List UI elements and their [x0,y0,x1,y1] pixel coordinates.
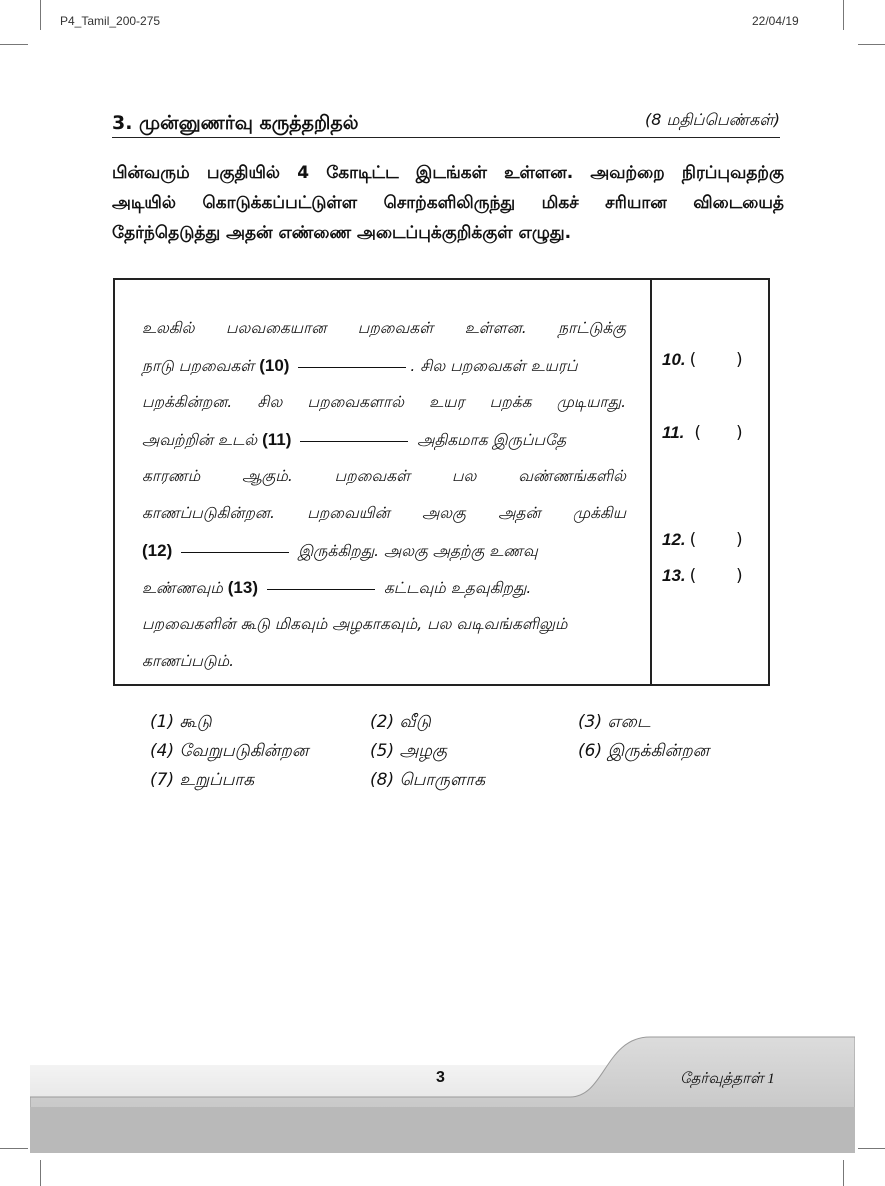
option-item: (8) பொருளாக [370,770,486,790]
section-header [112,108,780,140]
option-item: (1) கூடு [150,712,212,732]
answer-number: 11. [662,423,685,442]
footer-band [30,1035,855,1153]
answer-slot-11[interactable] [662,423,743,443]
option-item: (5) அழகு [370,741,448,761]
instruction-line: தேர்ந்தெடுத்து அதன் எண்ணை அடைப்புக்குறிக்குள் எழுது. [112,223,572,243]
section-title: 3. முன்னுணர்வு கருத்தறிதல் [112,112,359,134]
crop-mark [0,44,28,45]
passage-line: பறவைகளின் கூடு மிகவும் அழகாகவும், பல வடிவங்களிலும் [142,615,568,633]
passage-fragment: நாடு பறவைகள் [142,357,255,375]
option-item: (7) உறுப்பாக [150,770,255,790]
crop-mark [858,44,885,45]
passage-fragment: அதிகமாக இருப்பதே [417,431,567,449]
instructions [112,158,784,248]
passage-fragment: கட்டவும் உதவுகிறது. [383,579,532,597]
answer-close-paren: ) [736,530,743,550]
answer-open-paren: ( [694,423,702,443]
answer-number: 10. [662,350,686,369]
answer-slot-10[interactable] [662,350,743,370]
blank-number: (11) [262,430,292,449]
passage-line: பறக்கின்றன. சில பறவைகளால் உயர பறக்க முடியாது. [142,393,626,411]
answer-open-paren: ( [689,350,697,370]
answer-number: 13. [662,566,686,585]
print-date: 22/04/19 [752,14,799,28]
passage-text [142,310,626,680]
instruction-line: அடியில் கொடுக்கப்பட்டுள்ள சொற்களிலிருந்து மிகச் சரியான விடையைத் [112,193,784,213]
blank-line [300,440,408,442]
answer-close-paren: ) [736,423,743,443]
passage-line [142,569,626,606]
crop-mark [843,0,844,30]
crop-mark [40,1160,41,1186]
answer-column-divider [650,278,652,686]
instruction-line: பின்வரும் பகுதியில் 4 கோடிட்ட இடங்கள் உள்ளன. அவற்றை நிரப்புவதற்கு [112,163,784,183]
passage-fragment: உண்ணவும் [142,579,223,597]
title-underline [112,137,780,138]
option-item: (3) எடை [578,712,651,732]
option-item: (6) இருக்கின்றன [578,741,710,761]
passage-fragment: அவற்றின் உடல் [142,431,258,449]
answer-number: 12. [662,530,686,549]
page-number: 3 [436,1069,445,1086]
answer-slot-12[interactable] [662,530,743,550]
passage-line [142,347,626,384]
answer-slot-13[interactable] [662,566,743,586]
passage-line: உலகில் பலவகையான பறவைகள் உள்ளன. நாட்டுக்கு [142,319,626,337]
passage-line: காணப்படுகின்றன. பறவையின் அலகு அதன் முக்கிய [142,504,626,522]
passage-line [142,532,626,569]
answer-open-paren: ( [689,530,697,550]
passage-line [142,421,626,458]
option-item: (4) வேறுபடுகின்றன [150,741,309,761]
crop-mark [40,0,41,30]
blank-number: (12) [142,541,173,560]
option-item: (2) வீடு [370,712,431,732]
blank-line [267,588,375,590]
passage-line: காரணம் ஆகும். பறவைகள் பல வண்ணங்களில் [142,467,626,485]
blank-line [298,366,406,368]
answer-close-paren: ) [736,350,743,370]
crop-mark [843,1160,844,1186]
marks-label: (8 மதிப்பெண்கள்) [644,110,780,129]
passage-line: காணப்படும். [142,652,235,670]
passage-fragment: . சில பறவைகள் உயரப் [410,357,578,375]
answer-open-paren: ( [689,566,697,586]
file-name: P4_Tamil_200-275 [60,14,161,28]
blank-number: (13) [227,578,258,597]
paper-label: தேர்வுத்தாள் 1 [680,1071,775,1087]
blank-line [181,551,289,553]
blank-number: (10) [259,356,290,375]
passage-fragment: இருக்கிறது. அலகு அதற்கு உணவு [298,542,538,560]
crop-mark [0,1148,28,1149]
answer-close-paren: ) [736,566,743,586]
crop-mark [858,1148,885,1149]
